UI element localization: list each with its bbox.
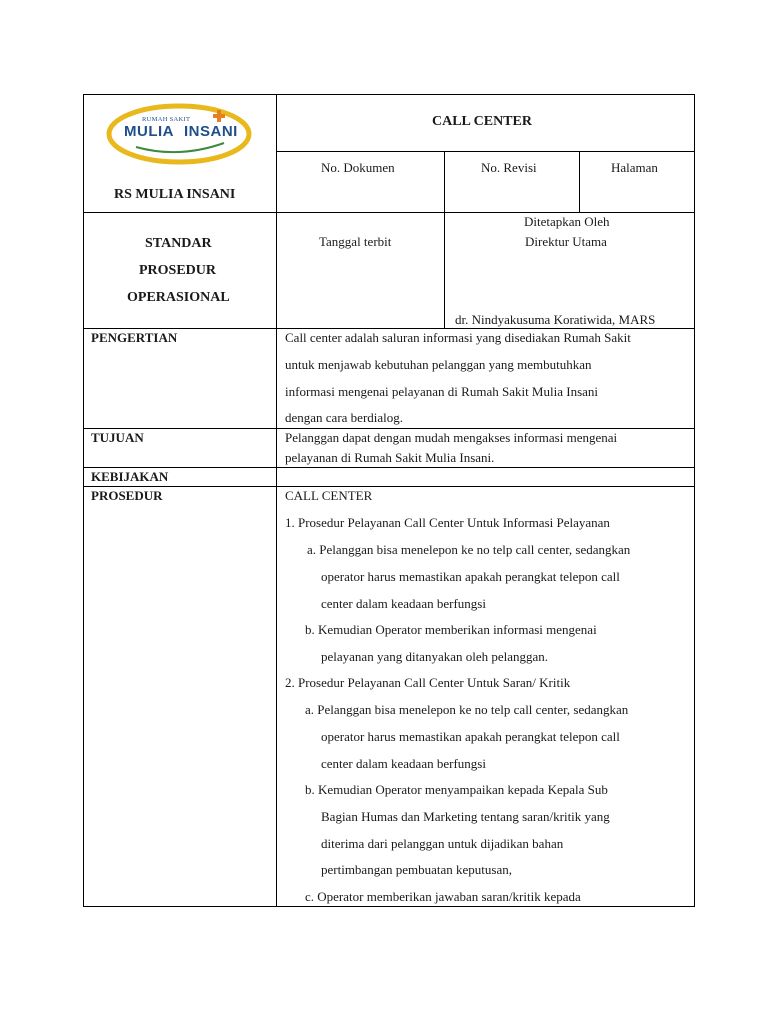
divider-header-mid [83,212,695,213]
pengertian-line: untuk menjawab kebutuhan pelanggan yang membutuhkan [285,357,592,372]
prosedur-heading: CALL CENTER [285,488,373,503]
divider-halaman [579,151,580,213]
hospital-name: RS MULIA INSANI [114,187,236,202]
doc-number-label: No. Dokumen [321,160,395,175]
sop-line-2: PROSEDUR [139,263,217,278]
signatory-name: dr. Nindyakusuma Koratiwida, MARS [455,312,656,327]
tujuan-line: Pelanggan dapat dengan mudah mengakses informasi mengenai [285,430,618,445]
prosedur-line: pertimbangan pembuatan keputusan, [321,862,512,877]
prosedur-line: 2. Prosedur Pelayanan Call Center Untuk Saran/ Kritik [285,675,571,690]
pengertian-line: Call center adalah saluran informasi yang disediakan Rumah Sakit [285,330,631,345]
prosedur-line: center dalam keadaan berfungsi [321,596,486,611]
prosedur-line: diterima dari pelanggan untuk dijadikan bahan [321,836,564,851]
prosedur-line: a. Pelanggan bisa menelepon ke no telp call center, sedangkan [307,542,631,557]
prosedur-line: Bagian Humas dan Marketing tentang saran/kritik yang [321,809,610,824]
prosedur-line: b. Kemudian Operator memberikan informasi mengenai [305,622,597,637]
prosedur-line: operator harus memastikan apakah perangkat telepon call [321,729,620,744]
pengertian-line: dengan cara berdialog. [285,410,404,425]
document-title: CALL CENTER [432,114,532,129]
pengertian-line: informasi mengenai pelayanan di Rumah Sakit Mulia Insani [285,384,599,399]
sop-line-3: OPERASIONAL [127,290,230,305]
prosedur-line: a. Pelanggan bisa menelepon ke no telp call center, sedangkan [305,702,629,717]
divider-revisi [444,151,445,328]
prosedur-line: center dalam keadaan berfungsi [321,756,486,771]
divider-header-bottom [83,328,695,329]
kebijakan-label: KEBIJAKAN [91,469,169,484]
page-label: Halaman [611,160,658,175]
logo-name-right: INSANI [184,123,238,140]
divider-title [276,151,695,152]
logo-name-left: MULIA [124,123,174,140]
prosedur-line: 1. Prosedur Pelayanan Call Center Untuk Informasi Pelayanan [285,515,610,530]
sop-line-1: STANDAR [145,236,212,251]
hospital-logo [106,103,252,165]
pengertian-label: PENGERTIAN [91,330,178,345]
border-bottom [83,906,695,907]
divider-pengertian [83,428,695,429]
approved-position: Direktur Utama [525,234,607,249]
prosedur-line: pelayanan yang ditanyakan oleh pelanggan. [321,649,549,664]
prosedur-line: b. Kemudian Operator menyampaikan kepada Kepala Sub [305,782,608,797]
issue-date-label: Tanggal terbit [319,234,392,249]
tujuan-line: pelayanan di Rumah Sakit Mulia Insani. [285,450,495,465]
logo-top-text: RUMAH SAKIT [142,116,191,123]
tujuan-label: TUJUAN [91,430,144,445]
revision-label: No. Revisi [481,160,537,175]
prosedur-line: operator harus memastikan apakah perangkat telepon call [321,569,620,584]
border-top [83,94,695,95]
approved-by: Ditetapkan Oleh [524,214,610,229]
divider-col [276,94,277,907]
prosedur-label: PROSEDUR [91,488,163,503]
prosedur-line: c. Operator memberikan jawaban saran/kritik kepada [305,889,581,904]
divider-tujuan [83,467,695,468]
border-right [694,94,695,907]
border-left [83,94,84,907]
divider-kebijakan [83,486,695,487]
